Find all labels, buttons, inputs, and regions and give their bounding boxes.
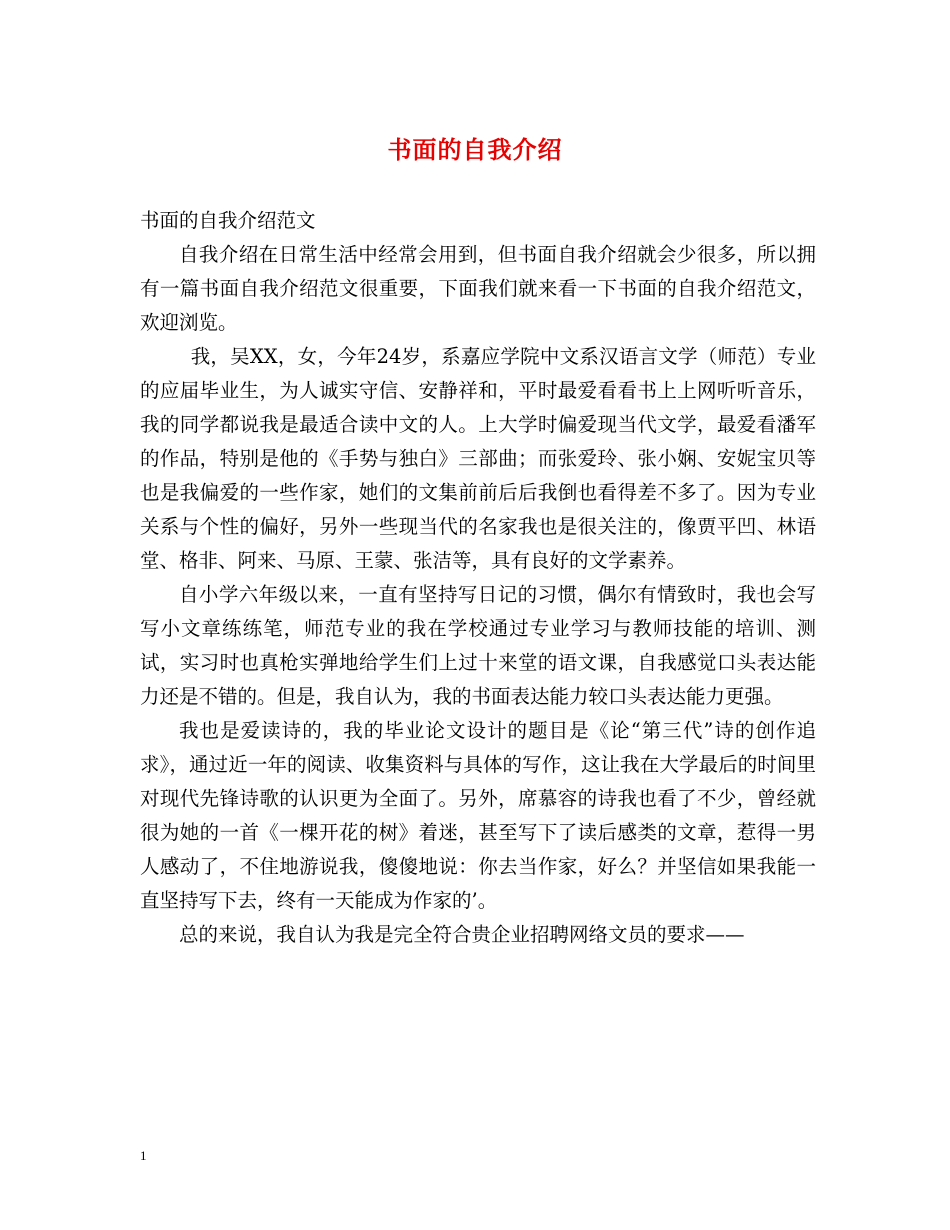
paragraph-summary: 总的来说，我自认为我是完全符合贵企业招聘网络文员的要求——: [179, 923, 745, 946]
document-body: [140, 204, 816, 952]
document-subtitle: 书面的自我介绍范文: [140, 209, 316, 232]
paragraph-personal-info: 我，吴XX，女，今年24岁，系嘉应学院中文系汉语言文学（师范）专业的应届毕业生，为人诚实守信、安静祥和，平时最爱看看书上上网听听音乐，我的同学都说我是最适合读中文的人。上大学时偏爱现当代文学，最爱看潘军的作品，特别是他的《手势与独白》三部曲；而张爱玲、张小娴、安妮宝贝等也是我偏爱的一些作家，她们的文集前前后后我倒也看得差不多了。因为专业关系与个性的偏好，另外一些现当代的名家我也是很关注的，像贾平凹、林语堂、格非、阿来、马原、王蒙、张洁等，具有良好的文学素养。: [140, 345, 816, 572]
document-title: 书面的自我介绍: [387, 135, 563, 164]
paragraph-writing-habits: 自小学六年级以来，一直有坚持写日记的习惯，偶尔有情致时，我也会写写小文章练练笔，师范专业的我在学校通过专业学习与教师技能的培训、测试，实习时也真枪实弹地给学生们上过十来堂的语文课，自我感觉口头表达能力还是不错的。但是，我自认为，我的书面表达能力较口头表达能力更强。: [140, 583, 816, 708]
page-number: 1: [140, 1148, 147, 1163]
paragraph-poetry: 我也是爱读诗的，我的毕业论文设计的题目是《论“第三代”诗的创作追求》，通过近一年的阅读、收集资料与具体的写作，这让我在大学最后的时间里对现代先锋诗歌的认识更为全面了。另外，席慕容的诗我也看了不少，曾经就很为她的一首《一棵开花的树》着迷，甚至写下了读后感类的文章，惹得一男人感动了，不住地游说我，傻傻地说：你去当作家，好么？并坚信如果我能一直坚持写下去，终有一天能成为作家的’。: [140, 719, 816, 912]
paragraph-intro: 自我介绍在日常生活中经常会用到，但书面自我介绍就会少很多，所以拥有一篇书面自我介绍范文很重要，下面我们就来看一下书面的自我介绍范文，欢迎浏览。: [140, 243, 816, 334]
